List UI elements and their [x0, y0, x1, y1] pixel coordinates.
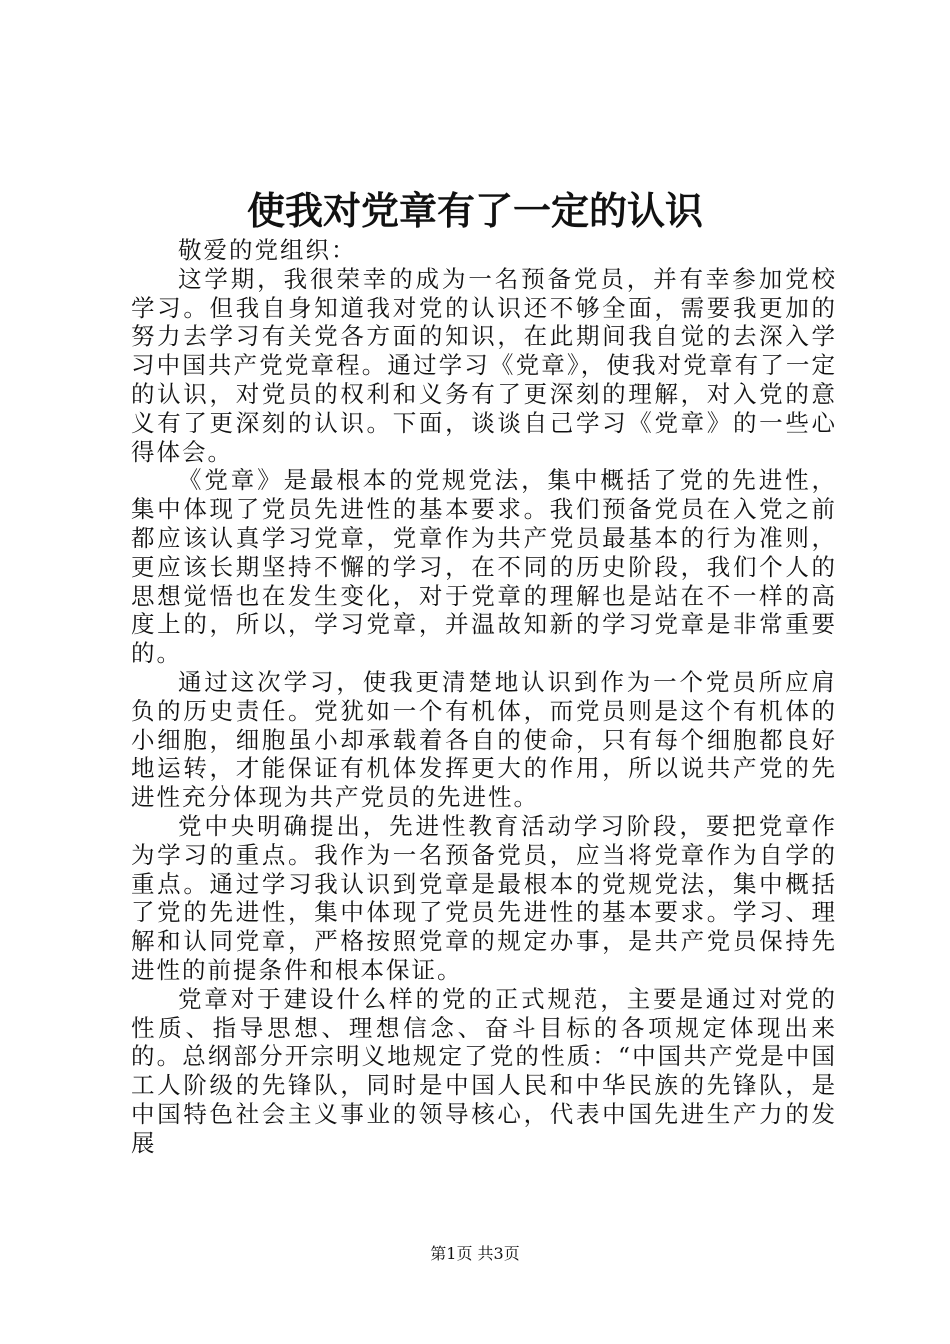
document-title: 使我对党章有了一定的认识: [246, 188, 703, 233]
paragraph: 党中央明确提出，先进性教育活动学习阶段，要把党章作为学习的重点。我作为一名预备党员，应当将党章作为自学的重点。通过学习我认识到党章是最根本的党规党法，集中概括了党的先进性，集中体现了党员先进性的基本要求。学习、理解和认同党章，严格按照党章的规定办事，是共产党员保持先进性的前提条件和根本保证。: [131, 811, 837, 984]
document-body: [131, 236, 837, 1158]
paragraph: 这学期，我很荣幸的成为一名预备党员，并有幸参加党校学习。但我自身知道我对党的认识还不够全面，需要我更加的努力去学习有关党各方面的知识，在此期间我自觉的去深入学习中国共产党党章程。通过学习《党章》，使我对党章有了一定的认识，对党员的权利和义务有了更深刻的理解，对入党的意义有了更深刻的认识。下面，谈谈自己学习《党章》的一些心得体会。: [131, 264, 837, 466]
paragraph: 党章对于建设什么样的党的正式规范，主要是通过对党的性质、指导思想、理想信念、奋斗目标的各项规定体现出来的。总纲部分开宗明义地规定了党的性质：“中国共产党是中国工人阶级的先锋队，同时是中国人民和中华民族的先锋队，是中国特色社会主义事业的领导核心，代表中国先进生产力的发展: [131, 984, 837, 1157]
paragraph: 通过这次学习，使我更清楚地认识到作为一个党员所应肩负的历史责任。党犹如一个有机体，而党员则是这个有机体的小细胞，细胞虽小却承载着各自的使命，只有每个细胞都良好地运转，才能保证有机体发挥更大的作用，所以说共产党的先进性充分体现为共产党员的先进性。: [131, 667, 837, 812]
salutation: 敬爱的党组织：: [178, 236, 357, 264]
paragraph: 《党章》是最根本的党规党法，集中概括了党的先进性，集中体现了党员先进性的基本要求。我们预备党员在入党之前都应该认真学习党章，党章作为共产党员最基本的行为准则，更应该长期坚持不懈的学习，在不同的历史阶段，我们个人的思想觉悟也在发生变化，对于党章的理解也是站在不一样的高度上的，所以，学习党章，并温故知新的学习党章是非常重要的。: [131, 466, 837, 668]
page-number-footer: 第1页 共3页: [430, 1244, 520, 1263]
